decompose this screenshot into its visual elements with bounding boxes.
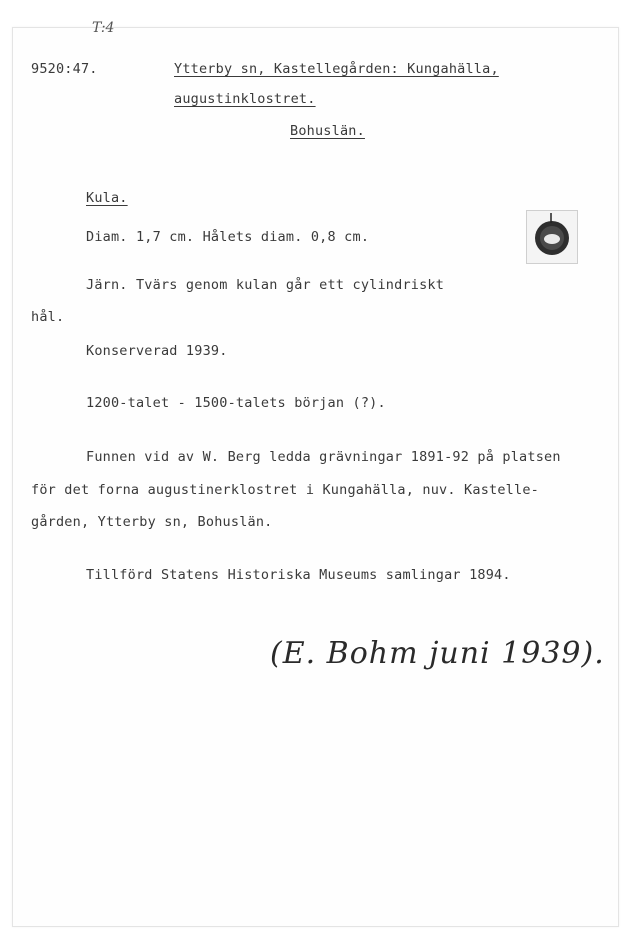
find-line-2: för det forna augustinerklostret i Kungahälla, nuv. Kastelle- (31, 482, 539, 498)
handwritten-note: T:4 (92, 20, 115, 36)
location-line-2: augustinklostret. (174, 91, 316, 107)
iron-ball-image (527, 211, 577, 263)
location-line-1: Ytterby sn, Kastellegården: Kungahälla, (174, 61, 499, 77)
description-line-1: Järn. Tvärs genom kulan går ett cylindriskt (86, 277, 445, 293)
catalog-card (12, 27, 619, 927)
province: Bohuslän. (290, 123, 365, 139)
dating: 1200-talet - 1500-talets början (?). (86, 395, 386, 411)
description-line-2: hål. (31, 309, 65, 325)
acquisition: Tillförd Statens Historiska Museums samlingar 1894. (86, 567, 511, 583)
object-dimensions: Diam. 1,7 cm. Hålets diam. 0,8 cm. (86, 229, 370, 245)
find-line-3: gården, Ytterby sn, Bohuslän. (31, 514, 273, 530)
catalog-number: 9520:47. (31, 61, 98, 77)
handwritten-signature: (E. Bohm juni 1939). (270, 636, 605, 671)
find-line-1: Funnen vid av W. Berg ledda grävningar 1891-92 på platsen (86, 449, 561, 465)
object-name: Kula. (86, 190, 128, 206)
conservation: Konserverad 1939. (86, 343, 228, 359)
object-photo (526, 210, 578, 264)
